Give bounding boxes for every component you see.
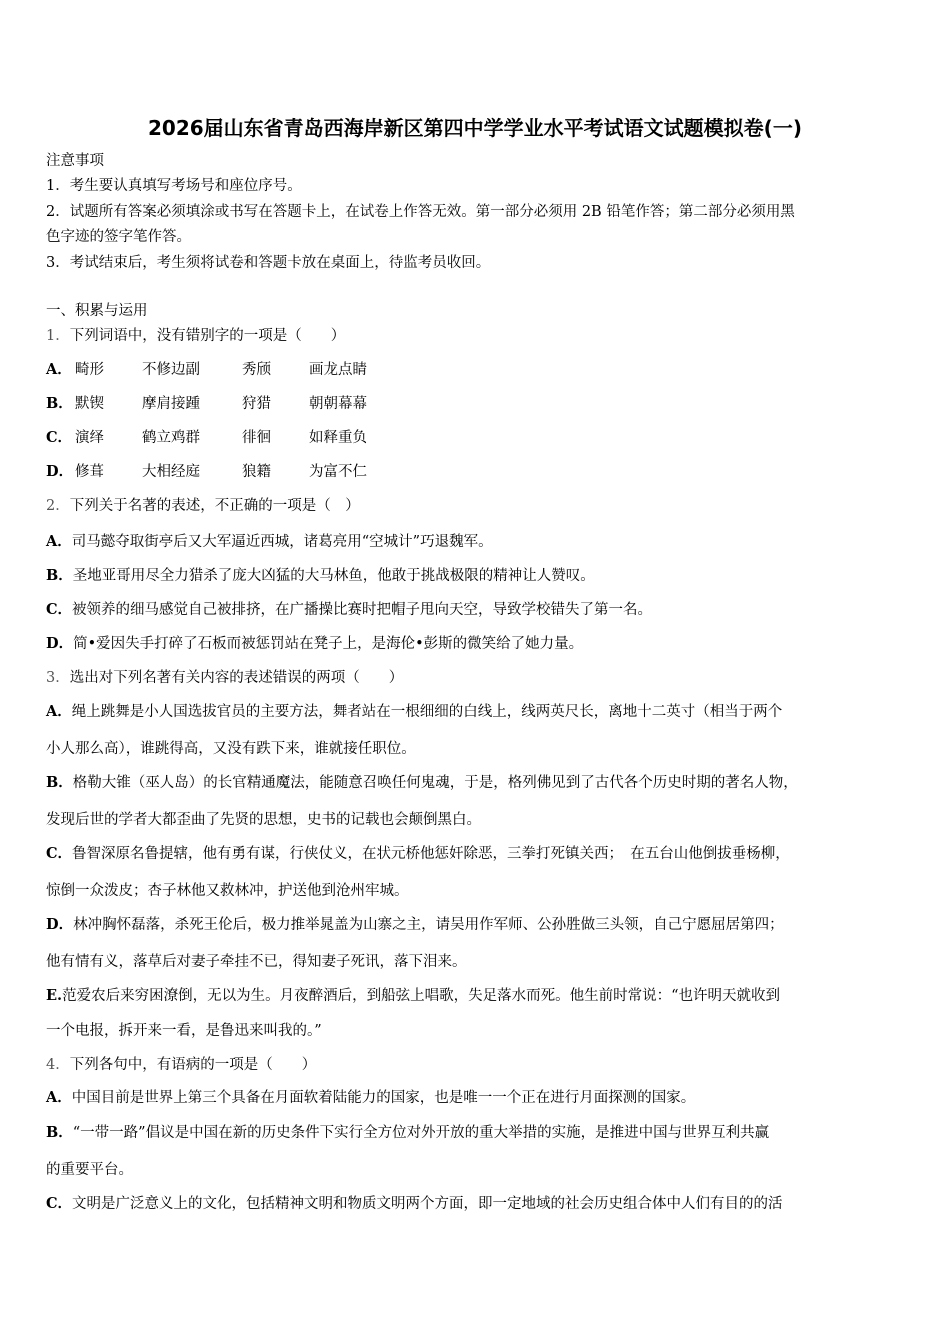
- option-text: 格勒大锥（巫人岛）的长官精通魔法，能随意召唤任何鬼魂，于是，格列佛见到了古代各个历史时期的著名人物，: [72, 775, 798, 791]
- option-text: 林冲胸怀磊落，杀死王伦后，极力推举晁盖为山寨之主，请吴用作军师、公孙胜做三头领，自己宁愿屈居第四；: [73, 917, 784, 933]
- question-stem: 下列各句中，有语病的一项是（ ）: [69, 1057, 317, 1073]
- option-text: 范爱农后来穷困潦倒，无以为生。月夜醉酒后，到船弦上唱歌，失足落水而死。他生前时常说：“也许明天就收到: [62, 988, 781, 1004]
- option-line: [46, 845, 790, 863]
- notice-heading: 注意事项: [46, 153, 104, 169]
- option-text: “一带一路”倡议是中国在新的历史条件下实行全方位对外开放的重大举措的实施，是推进中国与世界互利共赢: [72, 1125, 770, 1141]
- option-line: [46, 774, 798, 792]
- option-text: 圣地亚哥用尽全力猎杀了庞大凶猛的大马林鱼，他敢于挑战极限的精神让人赞叹。: [72, 568, 595, 584]
- option-line: [46, 533, 493, 551]
- option-label: A．: [46, 533, 72, 550]
- option-line-cont: 小人那么高），谁跳得高，又没有跌下来，谁就接任职位。: [46, 741, 416, 757]
- option-line: [46, 567, 595, 585]
- option-label: B．: [46, 567, 73, 584]
- option-label: D．: [46, 463, 74, 480]
- notice-item: 1．考生要认真填写考场号和座位序号。: [46, 178, 302, 194]
- option-word: 演绎: [75, 430, 104, 446]
- option-line-cont: 他有情有义，落草后对妻子牵挂不已，得知妻子死讯，落下泪来。: [46, 954, 467, 970]
- option-word: 狼籍: [242, 464, 271, 480]
- option-label: A．: [46, 361, 72, 378]
- option-text: 被领养的细马感觉自己被排挤，在广播操比赛时把帽子甩向天空，导致学校错失了第一名。: [72, 602, 653, 618]
- option-text: 绳上跳舞是小人国选拔官员的主要方法，舞者站在一根细细的白线上，线两英尺长，离地十二英寸（相当于两个: [71, 704, 783, 720]
- option-label: A．: [46, 703, 72, 720]
- option-line: [46, 916, 784, 934]
- option-label: B．: [46, 395, 73, 412]
- question-number: 4．: [46, 1057, 70, 1073]
- option-line: [46, 1089, 695, 1107]
- question-2: [46, 497, 360, 515]
- option-label: C．: [46, 1195, 73, 1212]
- option-label: B．: [46, 1124, 73, 1141]
- option-word: 狩猎: [242, 396, 271, 412]
- option-word: 鹤立鸡群: [142, 430, 200, 446]
- option-word: 为富不仁: [309, 464, 367, 480]
- question-stem: 下列关于名著的表述，不正确的一项是（ ）: [69, 498, 360, 514]
- option-line: [46, 987, 780, 1005]
- question-number: 3．: [46, 670, 70, 686]
- option-word: 秀颀: [242, 362, 271, 378]
- option-word: 大相经庭: [142, 464, 200, 480]
- question-1: [46, 327, 345, 345]
- option-word: 默锲: [75, 396, 104, 412]
- option-label: C．: [46, 601, 73, 618]
- option-line: [46, 703, 782, 721]
- option-word: 摩肩接踵: [142, 396, 200, 412]
- option-text: 文明是广泛意义上的文化，包括精神文明和物质文明两个方面，即一定地域的社会历史组合体中人们有目的的活: [72, 1196, 783, 1212]
- option-label: B．: [46, 774, 73, 791]
- question-3: [46, 669, 403, 687]
- question-number: 1．: [46, 328, 70, 344]
- option-line-cont: 惊倒一众泼皮；杏子林他又救林冲，护送他到沧州牢城。: [46, 883, 409, 899]
- option-word: 修葺: [75, 464, 104, 480]
- option-text: 中国目前是世界上第三个具备在月面软着陆能力的国家，也是唯一一个正在进行月面探测的国家。: [71, 1090, 696, 1106]
- notice-item: 3．考试结束后，考生须将试卷和答题卡放在桌面上，待监考员收回。: [46, 255, 491, 271]
- question-4: [46, 1056, 316, 1074]
- question-stem: 下列词语中，没有错别字的一项是（ ）: [69, 328, 346, 344]
- option-label: E.: [46, 987, 63, 1004]
- option-word: 徘徊: [242, 430, 271, 446]
- option-label: C．: [46, 845, 73, 862]
- section-heading: 一、积累与运用: [46, 303, 148, 319]
- question-stem: 选出对下列名著有关内容的表述错误的两项（ ）: [69, 670, 404, 686]
- question-number: 2．: [46, 498, 70, 514]
- notice-item: 色字迹的签字笔作答。: [46, 229, 191, 245]
- option-text: 简•爱因失手打碎了石板而被惩罚站在凳子上，是海伦•彭斯的微笑给了她力量。: [73, 636, 584, 652]
- option-line-cont: 发现后世的学者大都歪曲了先贤的思想，史书的记载也会颠倒黑白。: [46, 812, 481, 828]
- option-word: 畸形: [75, 362, 104, 378]
- option-line: [46, 1124, 769, 1142]
- option-line-cont: 的重要平台。: [46, 1162, 133, 1178]
- option-word: 画龙点睛: [309, 362, 367, 378]
- option-word: 朝朝幕幕: [309, 396, 367, 412]
- option-line: [46, 635, 583, 653]
- notice-item: 2．试题所有答案必须填涂或书写在答题卡上，在试卷上作答无效。第一部分必须用 2B 铅笔作答；第二部分必须用黑: [46, 204, 795, 220]
- option-line-cont: 一个电报，拆开来一看，是鲁迅来叫我的。”: [46, 1023, 322, 1039]
- option-line: [46, 1195, 783, 1213]
- option-word: 不修边副: [142, 362, 200, 378]
- option-label: C．: [46, 429, 73, 446]
- option-text: 鲁智深原名鲁提辖，他有勇有谋，行侠仗义，在状元桥他惩奸除恶，三拳打死镇关西； 在五台山他倒拔垂杨柳，: [72, 846, 790, 862]
- option-label: A．: [46, 1089, 72, 1106]
- option-label: D．: [46, 916, 74, 933]
- option-line: [46, 601, 652, 619]
- option-word: 如释重负: [309, 430, 367, 446]
- option-label: D．: [46, 635, 74, 652]
- page-title: 2026届山东省青岛西海岸新区第四中学学业水平考试语文试题模拟卷(一): [148, 116, 802, 140]
- option-text: 司马懿夺取街亭后又大军逼近西城，诸葛亮用“空城计”巧退魏军。: [71, 534, 493, 550]
